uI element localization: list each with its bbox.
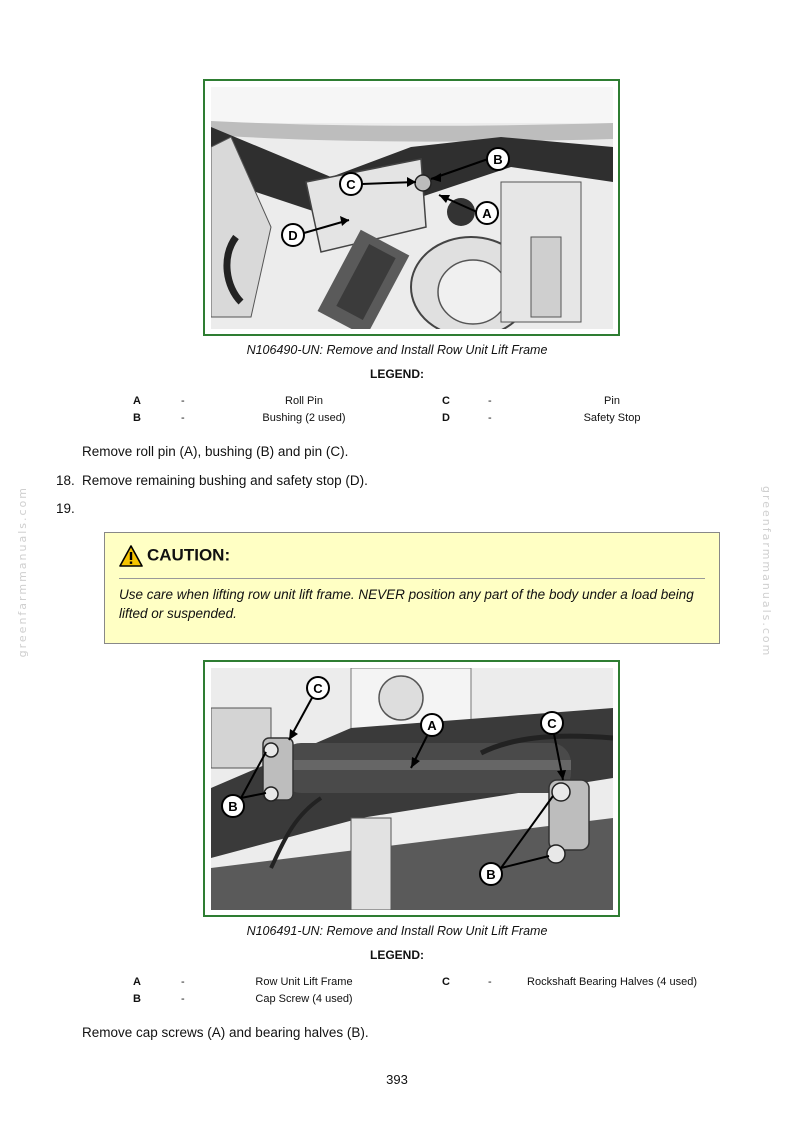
legend-desc: Cap Screw (4 used)	[255, 993, 353, 1005]
legend-dash: -	[181, 976, 185, 988]
callout-b: B	[228, 799, 238, 814]
step-19-number: 19.	[56, 501, 75, 516]
legend-desc: Row Unit Lift Frame	[255, 976, 353, 988]
legend-desc: Safety Stop	[583, 412, 641, 424]
figure-2-illustration	[211, 668, 613, 910]
legend-desc: Bushing (2 used)	[262, 412, 346, 424]
caution-heading	[119, 545, 230, 567]
caution-text: Use care when lifting row unit lift frame. NEVER position any part of the body under a load being lifted or suspended.	[119, 587, 694, 621]
legend-dash: -	[181, 993, 185, 1005]
figure-2-legend-title: LEGEND:	[370, 948, 424, 962]
final-step-text: Remove cap screws (A) and bearing halves (B).	[82, 1025, 369, 1040]
step-18-number: 18.	[56, 473, 75, 488]
callout-c: C	[346, 177, 356, 192]
figure-1-caption: N106490-UN: Remove and Install Row Unit Lift Frame	[246, 343, 548, 357]
figure-2	[203, 660, 620, 917]
legend-letter: B	[133, 412, 141, 424]
legend-dash: -	[488, 395, 492, 407]
legend-desc: Pin	[604, 395, 620, 407]
legend-dash: -	[488, 976, 492, 988]
legend-letter: A	[133, 395, 141, 407]
callout-a: A	[482, 206, 492, 221]
page-number: 393	[386, 1072, 408, 1087]
step-18-text: Remove remaining bushing and safety stop (D).	[82, 473, 368, 488]
legend-letter: D	[442, 412, 450, 424]
legend-letter: C	[442, 395, 450, 407]
warning-icon	[119, 545, 143, 567]
legend-dash: -	[181, 395, 185, 407]
callout-b: B	[493, 152, 503, 167]
watermark-left: greenfarmmanuals.com	[16, 486, 29, 658]
caution-box	[104, 532, 720, 644]
legend-letter: A	[133, 976, 141, 988]
figure-2-caption: N106491-UN: Remove and Install Row Unit Lift Frame	[246, 924, 548, 938]
caution-divider	[119, 578, 705, 579]
figure-1-illustration	[211, 87, 613, 329]
figure-1-legend-title: LEGEND:	[370, 367, 424, 381]
legend-dash: -	[488, 412, 492, 424]
step-17-text: Remove roll pin (A), bushing (B) and pin (C).	[82, 444, 349, 459]
legend-letter: B	[133, 993, 141, 1005]
legend-desc: Roll Pin	[285, 395, 323, 407]
callout-d: D	[288, 228, 298, 243]
legend-desc: Rockshaft Bearing Halves (4 used)	[527, 976, 697, 988]
figure-1	[203, 79, 620, 336]
callout-b: B	[486, 867, 496, 882]
callout-a: A	[427, 718, 437, 733]
callout-c: C	[547, 716, 557, 731]
legend-letter: C	[442, 976, 450, 988]
legend-dash: -	[181, 412, 185, 424]
callout-c: C	[313, 681, 323, 696]
caution-title: CAUTION:	[147, 545, 231, 565]
watermark-right: greenfarmmanuals.com	[760, 486, 773, 658]
